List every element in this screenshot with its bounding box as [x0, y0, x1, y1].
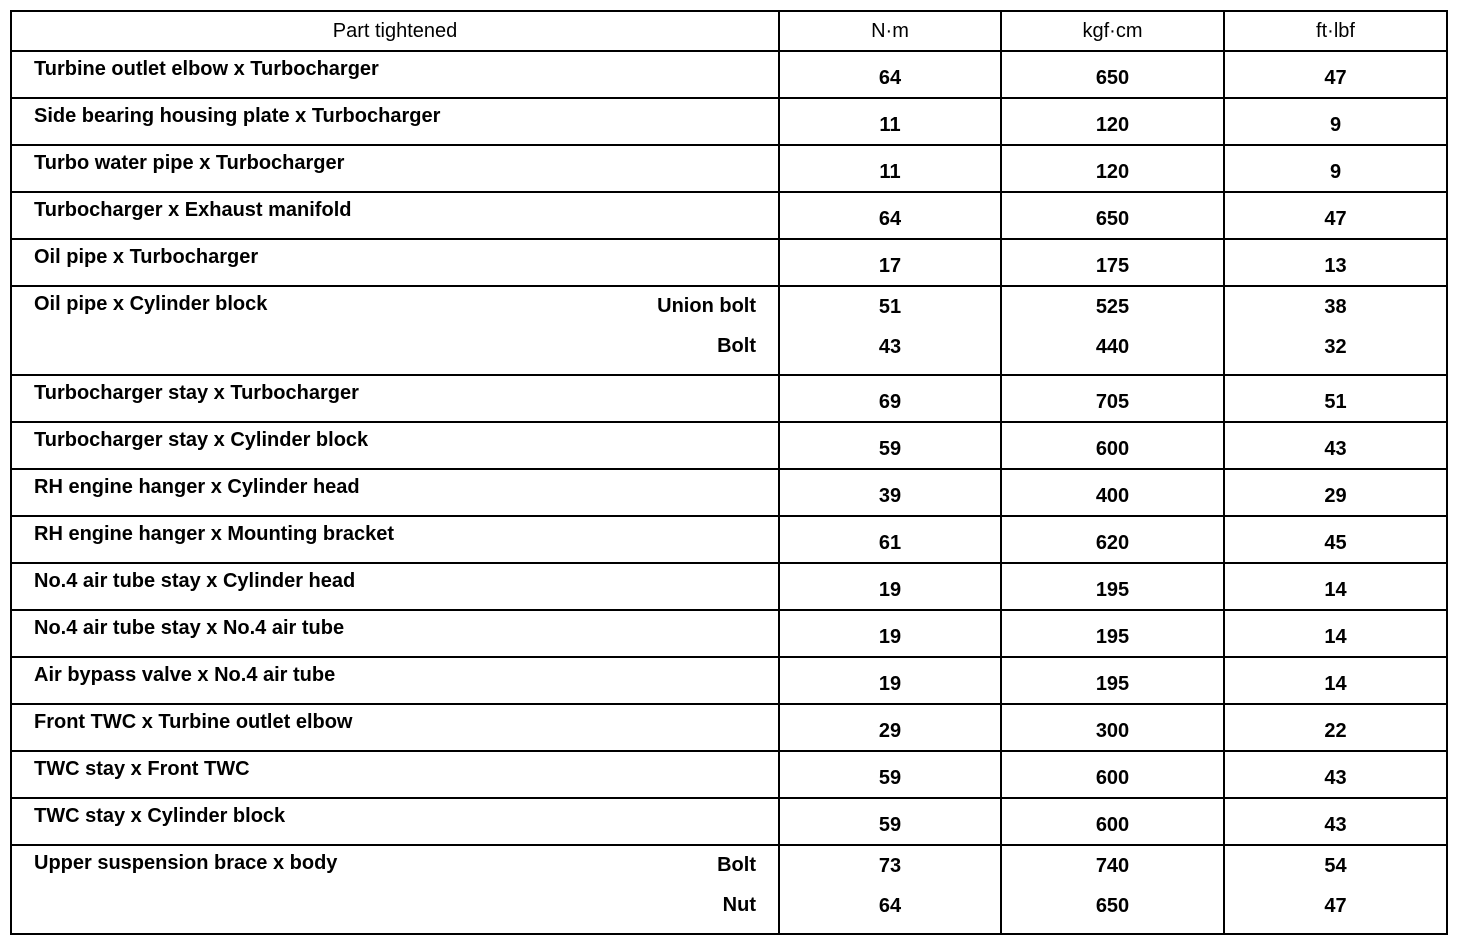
table-row	[11, 375, 1447, 422]
part-cell	[11, 239, 779, 286]
ftlbf-value: 51	[1224, 375, 1447, 422]
nm-value: 17	[779, 239, 1001, 286]
table-row	[11, 610, 1447, 657]
kgfcm-value: 120	[1001, 98, 1224, 145]
sub-label-bolt: Bolt	[717, 335, 756, 357]
table-row	[11, 239, 1447, 286]
part-name: RH engine hanger x Mounting bracket	[34, 523, 395, 545]
sub-label-union-bolt: Union bolt	[657, 295, 756, 317]
nm-value: 29	[779, 704, 1001, 751]
part-name: Turbocharger x Exhaust manifold	[34, 199, 352, 221]
kgfcm-value: 195	[1001, 563, 1224, 610]
kgfcm-value: 650	[1095, 895, 1130, 917]
ftlbf-value: 29	[1224, 469, 1447, 516]
table-row	[11, 192, 1447, 239]
ftlbf-value: 47	[1224, 51, 1447, 98]
part-name: TWC stay x Front TWC	[34, 758, 250, 780]
nm-value: 51	[878, 296, 902, 318]
nm-value: 11	[779, 145, 1001, 192]
torque-specification-table	[10, 10, 1448, 935]
nm-value: 43	[878, 336, 902, 358]
part-cell	[11, 563, 779, 610]
kgfcm-value: 440	[1095, 336, 1130, 358]
kgfcm-value: 195	[1001, 657, 1224, 704]
nm-value: 19	[779, 610, 1001, 657]
ftlbf-value: 32	[1324, 336, 1347, 358]
ftlbf-value: 47	[1224, 192, 1447, 239]
kgfcm-values	[1001, 286, 1224, 375]
part-name: TWC stay x Cylinder block	[34, 805, 286, 827]
part-cell	[11, 516, 779, 563]
part-name: Side bearing housing plate x Turbocharger	[34, 105, 441, 127]
kgfcm-value: 600	[1001, 751, 1224, 798]
header-part-tightened: Part tightened	[11, 11, 779, 51]
part-cell	[11, 610, 779, 657]
table-row	[11, 51, 1447, 98]
part-cell	[11, 657, 779, 704]
ftlbf-value: 14	[1224, 563, 1447, 610]
sub-label-bolt: Bolt	[717, 854, 756, 876]
nm-value: 11	[779, 98, 1001, 145]
kgfcm-value: 525	[1095, 296, 1130, 318]
kgfcm-value: 650	[1001, 192, 1224, 239]
part-cell	[11, 145, 779, 192]
kgfcm-value: 400	[1001, 469, 1224, 516]
part-name: Turbocharger stay x Cylinder block	[34, 429, 369, 451]
table-header-row	[11, 11, 1447, 51]
part-cell	[11, 375, 779, 422]
table-row	[11, 469, 1447, 516]
nm-value: 64	[779, 192, 1001, 239]
ftlbf-values	[1224, 845, 1447, 934]
nm-value: 64	[878, 895, 902, 917]
part-name: Air bypass valve x No.4 air tube	[34, 664, 336, 686]
nm-value: 59	[779, 422, 1001, 469]
table-row	[11, 145, 1447, 192]
table-row	[11, 563, 1447, 610]
part-name: Front TWC x Turbine outlet elbow	[34, 711, 353, 733]
kgfcm-value: 600	[1001, 798, 1224, 845]
part-cell	[11, 751, 779, 798]
part-cell	[11, 845, 779, 934]
part-name: Oil pipe x Cylinder block	[34, 293, 268, 315]
part-cell	[11, 51, 779, 98]
nm-value: 19	[779, 657, 1001, 704]
nm-value: 19	[779, 563, 1001, 610]
kgfcm-value: 300	[1001, 704, 1224, 751]
nm-value: 69	[779, 375, 1001, 422]
ftlbf-value: 43	[1224, 751, 1447, 798]
table-row	[11, 422, 1447, 469]
ftlbf-value: 9	[1224, 145, 1447, 192]
kgfcm-value: 120	[1001, 145, 1224, 192]
nm-value: 59	[779, 751, 1001, 798]
sub-label-nut: Nut	[722, 894, 756, 916]
ftlbf-value: 43	[1224, 798, 1447, 845]
kgfcm-value: 195	[1001, 610, 1224, 657]
part-cell	[11, 798, 779, 845]
part-cell	[11, 704, 779, 751]
ftlbf-value: 47	[1324, 895, 1347, 917]
ftlbf-value: 43	[1224, 422, 1447, 469]
ftlbf-value: 14	[1224, 610, 1447, 657]
ftlbf-value: 13	[1224, 239, 1447, 286]
ftlbf-value: 22	[1224, 704, 1447, 751]
table-row	[11, 845, 1447, 934]
table-row	[11, 657, 1447, 704]
nm-value: 64	[779, 51, 1001, 98]
part-cell	[11, 422, 779, 469]
kgfcm-value: 740	[1095, 855, 1130, 877]
table-row	[11, 286, 1447, 375]
ftlbf-value: 9	[1224, 98, 1447, 145]
nm-value: 39	[779, 469, 1001, 516]
table-row	[11, 704, 1447, 751]
nm-values	[779, 286, 1001, 375]
kgfcm-value: 620	[1001, 516, 1224, 563]
nm-values	[779, 845, 1001, 934]
part-name: RH engine hanger x Cylinder head	[34, 476, 360, 498]
kgfcm-values	[1001, 845, 1224, 934]
ftlbf-value: 38	[1324, 296, 1347, 318]
ftlbf-values	[1224, 286, 1447, 375]
header-ft-lbf: ft·lbf	[1224, 11, 1447, 51]
table-row	[11, 98, 1447, 145]
part-cell	[11, 469, 779, 516]
kgfcm-value: 705	[1001, 375, 1224, 422]
part-name: Turbine outlet elbow x Turbocharger	[34, 58, 379, 80]
nm-value: 73	[878, 855, 902, 877]
kgfcm-value: 175	[1001, 239, 1224, 286]
part-cell	[11, 192, 779, 239]
kgfcm-value: 650	[1001, 51, 1224, 98]
nm-value: 59	[779, 798, 1001, 845]
header-newton-meter: N·m	[779, 11, 1001, 51]
part-cell	[11, 286, 779, 375]
ftlbf-value: 45	[1224, 516, 1447, 563]
part-name: Turbocharger stay x Turbocharger	[34, 382, 359, 404]
table-row	[11, 751, 1447, 798]
ftlbf-value: 14	[1224, 657, 1447, 704]
part-name: Upper suspension brace x body	[34, 852, 338, 874]
kgfcm-value: 600	[1001, 422, 1224, 469]
part-name: No.4 air tube stay x Cylinder head	[34, 570, 356, 592]
header-kgf-cm: kgf·cm	[1001, 11, 1224, 51]
part-name: Turbo water pipe x Turbocharger	[34, 152, 345, 174]
part-name: No.4 air tube stay x No.4 air tube	[34, 617, 345, 639]
ftlbf-value: 54	[1324, 855, 1347, 877]
part-name: Oil pipe x Turbocharger	[34, 246, 259, 268]
part-cell	[11, 98, 779, 145]
table-row	[11, 516, 1447, 563]
table-row	[11, 798, 1447, 845]
nm-value: 61	[779, 516, 1001, 563]
